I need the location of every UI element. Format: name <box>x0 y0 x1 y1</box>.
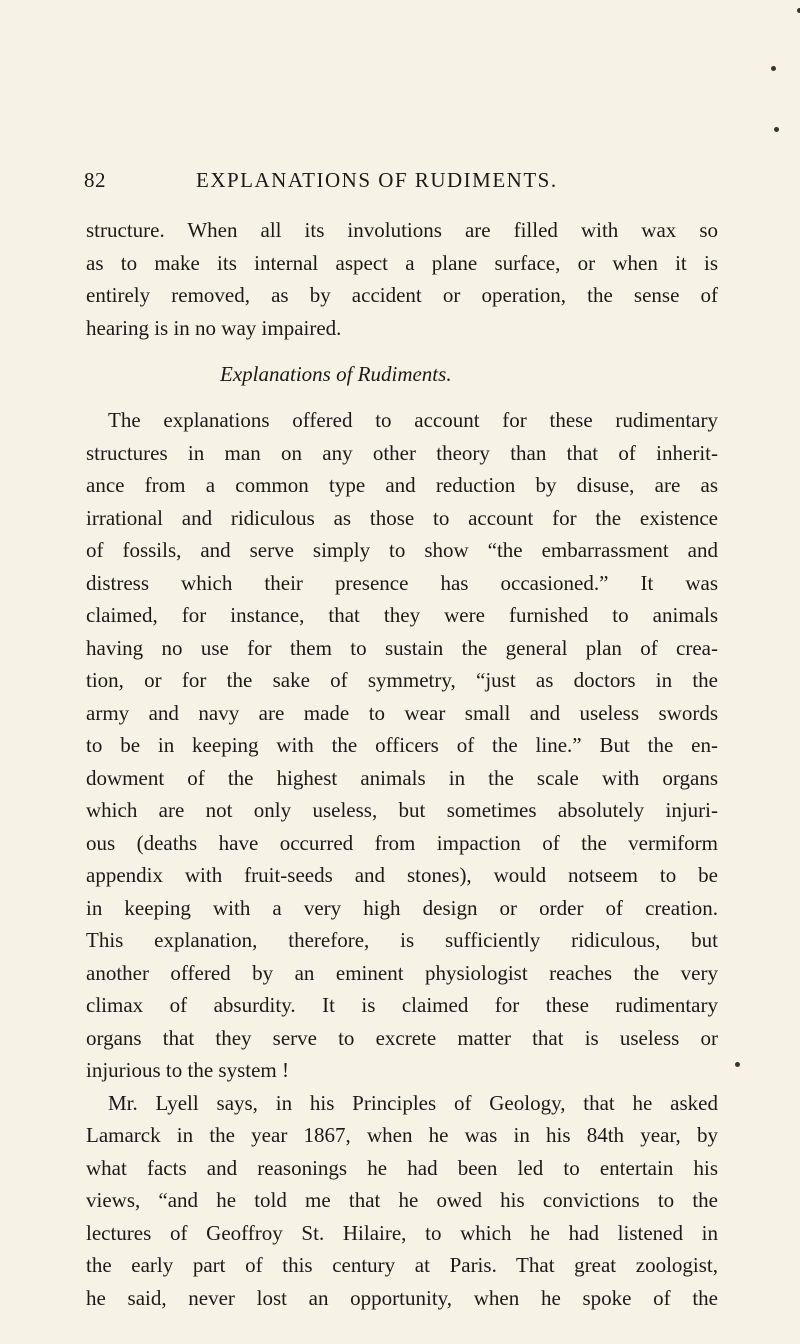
running-head <box>84 168 732 198</box>
text-line: organs that they serve to excrete matter that is useless or <box>86 1025 718 1050</box>
text-line: structures in man on any other theory than that of inherit- <box>86 440 718 465</box>
text-line: dowment of the highest animals in the scale with organs <box>86 765 718 790</box>
text-line: This explanation, therefore, is sufficiently ridiculous, but <box>86 928 718 952</box>
text-line: structure. When all its involutions are filled with wax so <box>86 218 718 242</box>
page-number: 82 <box>84 168 106 192</box>
text-line: the early part of this century at Paris. That great zoologist, <box>86 1253 718 1277</box>
running-title: EXPLANATIONS OF RUDIMENTS. <box>196 168 558 192</box>
paper-speck <box>771 66 776 71</box>
text-line: claimed, for instance, that they were furnished to animals <box>86 603 718 627</box>
paper-speck <box>735 1062 740 1067</box>
body-text <box>86 214 718 1314</box>
text-line: appendix with fruit-seeds and stones), would notseem to be <box>86 863 718 887</box>
text-line: distress which their presence has occasioned.” It was <box>86 570 718 595</box>
paper-speck <box>774 127 779 132</box>
text-line: lectures of Geoffroy St. Hilaire, to which he had listened in <box>86 1220 718 1245</box>
text-line: to be in keeping with the officers of the line.” But the en- <box>86 733 718 757</box>
section-heading: Explanations of Rudiments. <box>220 362 452 386</box>
text-line: injurious to the system ! <box>86 1058 289 1082</box>
text-line: tion, or for the sake of symmetry, “just as doctors in the <box>86 668 718 692</box>
text-line: The explanations offered to account for these rudimentary <box>108 408 718 432</box>
text-line: what facts and reasonings he had been led to entertain his <box>86 1155 718 1180</box>
text-line: of fossils, and serve simply to show “the embarrassment and <box>86 538 718 562</box>
text-line: as to make its internal aspect a plane surface, or when it is <box>86 250 718 275</box>
text-line: climax of absurdity. It is claimed for these rudimentary <box>86 993 718 1017</box>
text-line: Mr. Lyell says, in his Principles of Geology, that he asked <box>108 1090 718 1115</box>
text-line: views, “and he told me that he owed his convictions to the <box>86 1188 718 1212</box>
paragraph-1 <box>86 214 718 344</box>
text-line: he said, never lost an opportunity, when he spoke of the <box>86 1285 718 1310</box>
text-line: army and navy are made to wear small and useless swords <box>86 700 718 725</box>
text-line: Lamarck in the year 1867, when he was in his 84th year, by <box>86 1123 718 1147</box>
text-line: hearing is in no way impaired. <box>86 315 342 340</box>
text-line: ous (deaths have occurred from impaction of the vermiform <box>86 830 718 855</box>
text-line: another offered by an eminent physiologist reaches the very <box>86 960 718 985</box>
text-line: irrational and ridiculous as those to account for the existence <box>86 505 718 530</box>
text-line: having no use for them to sustain the general plan of crea- <box>86 635 718 660</box>
text-line: entirely removed, as by accident or operation, the sense of <box>86 283 718 307</box>
paragraph-3 <box>86 1087 718 1315</box>
text-line: in keeping with a very high design or order of creation. <box>86 895 718 920</box>
paragraph-2 <box>86 404 718 1087</box>
text-line: ance from a common type and reduction by disuse, are as <box>86 473 718 497</box>
text-line: which are not only useless, but sometimes absolutely injuri- <box>86 798 718 822</box>
